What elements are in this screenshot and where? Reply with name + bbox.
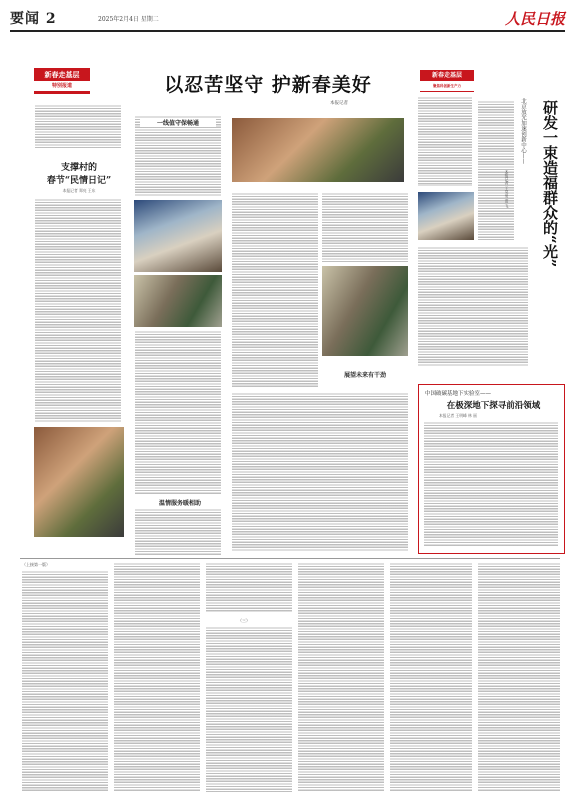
intro-text (35, 104, 121, 148)
mid-column-text (135, 115, 221, 197)
badge-line-1: 新春走基层 (44, 70, 80, 79)
highlight-box (418, 384, 565, 554)
left-column-text (35, 198, 121, 423)
subhead-1: 一线值守保畅通 (140, 118, 216, 127)
right-byline-2: 本报记者 王明峰 林 丽 (439, 413, 477, 418)
right-badge-line-1: 新春走基层 (431, 72, 462, 79)
center-right-text (322, 192, 408, 262)
worker-photo-2 (134, 275, 222, 327)
subhead-2: 展望未来有干劲 (343, 372, 386, 379)
subhead-3: 温情服务暖相助 (158, 500, 201, 507)
right-byline-1: 本报记者 王昊男 贾 飞 (505, 170, 510, 208)
right-story-1-text-a (418, 96, 472, 186)
page-header (10, 8, 565, 32)
newspaper-logo: 人民日报 (504, 10, 565, 28)
right-kicker-2: 中国破碳基地下实验室—— (425, 391, 492, 397)
lab-photo-caption (322, 358, 408, 364)
section-label: 要闻 2 (10, 11, 57, 27)
center-photo (232, 118, 404, 182)
bottom-col-1 (22, 570, 108, 792)
left-photo (34, 427, 124, 537)
center-bottom-text (232, 392, 408, 552)
lead-title-line-2: 春节“民情日记” (46, 176, 112, 186)
worker-photo-1 (134, 200, 222, 272)
bottom-col-3 (206, 562, 292, 612)
lab-photo (322, 266, 408, 356)
right-badge-line-2: 聚焦科创新生产力 (420, 81, 474, 91)
mid-column-text-3 (135, 508, 221, 556)
badge-line-2: 特别报道 (34, 81, 90, 91)
footer-label-2: （三） (238, 618, 250, 623)
right-badge (420, 70, 474, 92)
mid-column-text-2 (135, 330, 221, 495)
center-column-text (232, 192, 318, 387)
right-kicker-1: 北京放光加速创新中心—— (520, 98, 526, 164)
right-story-2-text (424, 421, 558, 547)
section-divider (20, 558, 560, 559)
bottom-col-3b (206, 626, 292, 792)
bottom-col-5 (390, 562, 472, 792)
bottom-col-2 (114, 562, 200, 792)
lead-title (38, 160, 120, 194)
left-photo-caption (35, 540, 123, 548)
right-photo (418, 192, 474, 240)
right-story-1-text-c (418, 246, 528, 366)
right-headline-1: 研发一束造福群众的“光” (541, 100, 559, 268)
bottom-col-4 (298, 562, 384, 792)
lead-title-line-1: 支撑村的 (60, 163, 97, 173)
center-photo-caption (233, 184, 403, 190)
issue-date: 2025年2月4日 星期二 (98, 16, 159, 23)
main-byline: 本报记者 (330, 101, 348, 106)
main-headline: 以忍苦坚守 护新春美好 (164, 74, 372, 96)
right-headline-2: 在极深地下探寻前沿领域 (446, 401, 541, 411)
lead-byline: 本报记者 郑亮 王东 (62, 188, 96, 193)
footer-label-1: （上接第一版） (22, 562, 50, 567)
bottom-col-6 (478, 562, 560, 792)
feature-badge (34, 68, 90, 94)
